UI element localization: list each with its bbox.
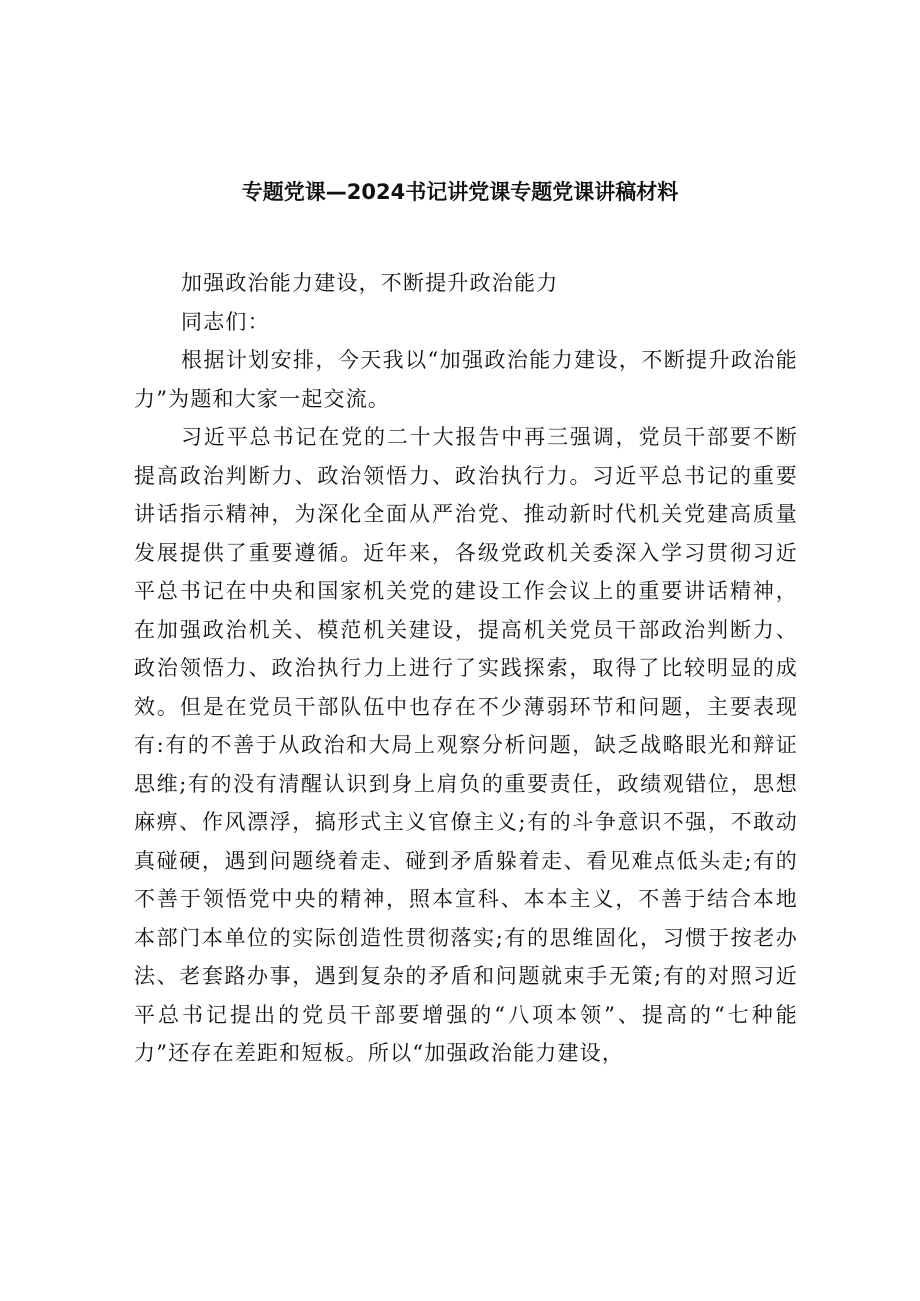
document-title: 专题党课—2024书记讲党课专题党课讲稿材料 bbox=[241, 180, 679, 204]
salutation-paragraph: 同志们： bbox=[181, 309, 270, 334]
subtitle-paragraph: 加强政治能力建设，不断提升政治能力 bbox=[181, 271, 559, 295]
document-body bbox=[134, 264, 798, 1073]
intro-paragraph: 根据计划安排，今天我以“加强政治能力建设，不断提升政治能力”为题和大家一起交流。 bbox=[134, 348, 798, 411]
body-paragraph: 习近平总书记在党的二十大报告中再三强调，党员干部要不断提高政治判断力、政治领悟力、政治执行力。习近平总书记的重要讲话指示精神，为深化全面从严治党、推动新时代机关党建高质量发展提供了重要遵循。近年来，各级党政机关委深入学习贯彻习近平总书记在中央和国家机关党的建设工作会议上的重要讲话精神，在加强政治机关、模范机关建设，提高机关党员干部政治判断力、政治领悟力、政治执行力上进行了实践探索，取得了比较明显的成效。但是在党员干部队伍中也存在不少薄弱环节和问题，主要表现有:有的不善于从政治和大局上观察分析问题，缺乏战略眼光和辩证思维;有的没有清醒认识到身上肩负的重要责任，政绩观错位，思想麻痹、作风漂浮，搞形式主义官僚主义;有的斗争意识不强，不敢动真碰硬，遇到问题绕着走、碰到矛盾躲着走、看见难点低头走;有的不善于领悟党中央的精神，照本宣科、本本主义，不善于结合本地本部门本单位的实际创造性贯彻落实;有的思维固化，习惯于按老办法、老套路办事，遇到复杂的矛盾和问题就束手无策;有的对照习近平总书记提出的党员干部要增强的“八项本领”、提高的“七种能力”还存在差距和短板。所以“加强政治能力建设， bbox=[134, 425, 798, 1065]
